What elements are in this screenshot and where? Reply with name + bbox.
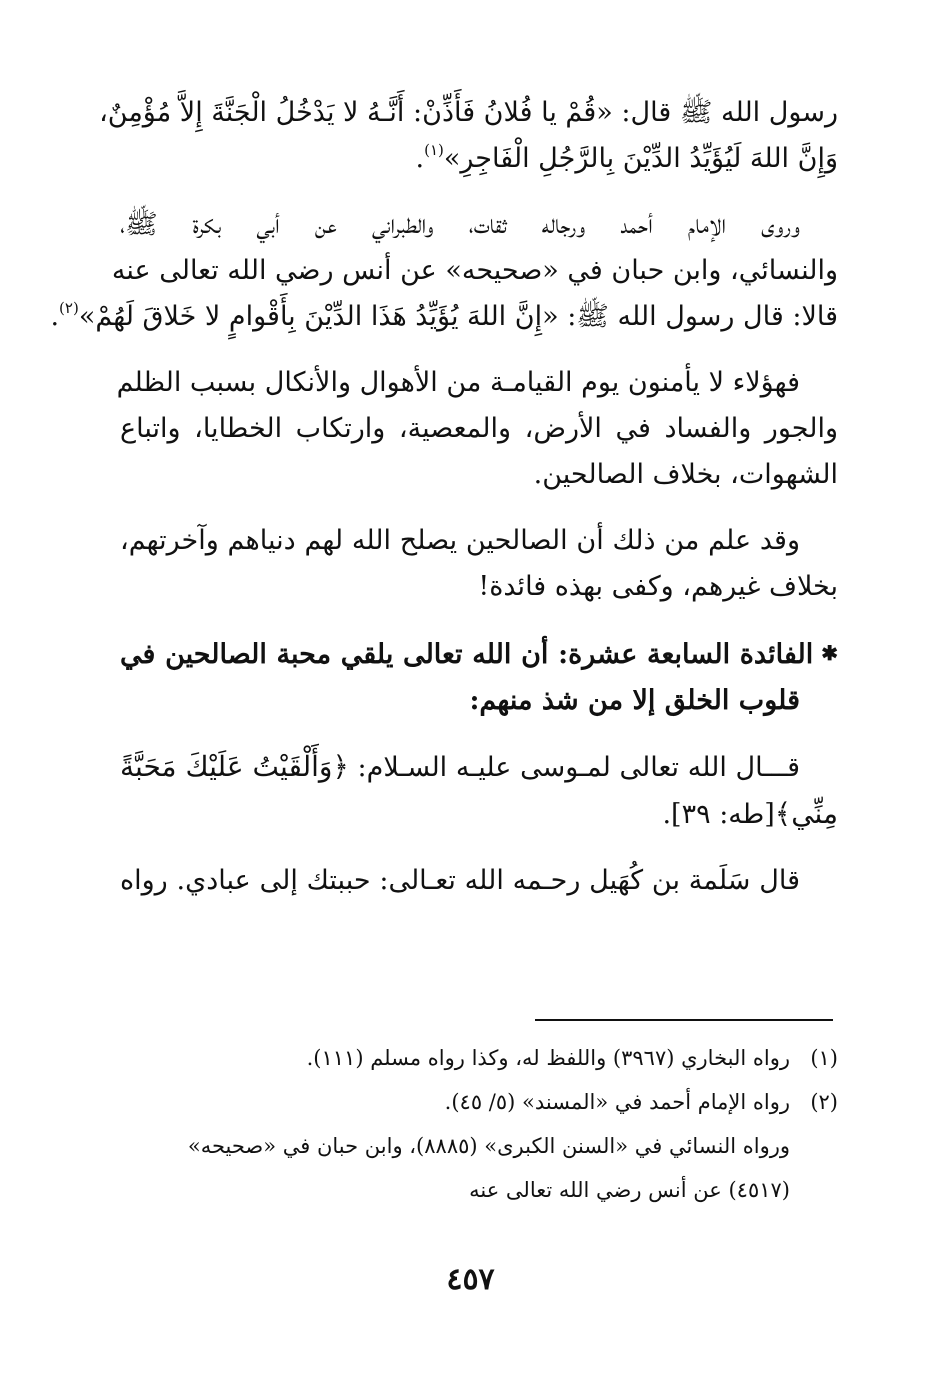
hadith-text: قالا: قال رسول الله ﷺ: «إِنَّ اللهَ يُؤَيِّدُ هَذَا الدِّيْنَ بِأَقْوامٍ لا خَلاقَ لَهُمْ» <box>78 301 838 332</box>
text-line: الشهوات، بخلاف الصالحين. <box>533 459 838 490</box>
verse-reference: [طه: ٣٩]. <box>662 799 775 830</box>
heading-text: الفائدة السابعة عشرة: أن الله تعالى يلقي محبة الصالحين في <box>120 639 814 670</box>
text-line: رسول الله ﷺ قال: «قُمْ يا فُلانُ فَأَذِّنْ: أَنَّـهُ لا يَدْخُلُ الْجَنَّةَ إِلاَّ مُؤْمِنٌ، <box>99 97 838 128</box>
quran-verse: مِنِّي﴾ <box>774 797 838 830</box>
text-line <box>120 791 838 838</box>
full-stop: . <box>415 143 425 174</box>
text-line: وروى الإمام أحمد ورجاله ثقات، والطبراني عن أبي بكرة ﷺ، <box>120 209 800 240</box>
text-line <box>120 744 838 791</box>
full-stop: . <box>50 301 60 332</box>
footnote-number: (٢) <box>810 1090 838 1114</box>
page-body <box>50 90 838 904</box>
paragraph-hadith-1 <box>99 90 838 182</box>
paragraph-quran-verse <box>120 744 838 838</box>
footnote-2 <box>120 1080 838 1124</box>
paragraph-salama <box>120 858 838 904</box>
hadith-text: وَإِنَّ اللهَ لَيُؤَيِّدُ الدِّيْنَ بِالرَّجُلِ الْفَاجِرِ» <box>443 143 838 174</box>
star-bullet-icon: ✱ <box>821 641 838 665</box>
footnotes <box>120 1036 838 1212</box>
footnote-separator <box>535 1019 833 1021</box>
text-line <box>120 136 838 182</box>
footnote-number: (١) <box>810 1046 838 1070</box>
verse-intro: قـــال الله تعالى لمـوسى عليـه السـلام: <box>348 752 800 783</box>
text-line: فهؤلاء لا يأمنون يوم القيامـة من الأهوال والأنكال بسبب الظلم <box>116 367 800 398</box>
quran-verse: ﴿وَأَلْقَيْتُ عَلَيْكَ مَحَبَّةً <box>120 750 349 783</box>
footnote-text: رواه البخاري (٣٩٦٧) واللفظ له، وكذا رواه مسلم (١١١). <box>306 1046 790 1070</box>
footnote-text: رواه الإمام أحمد في «المسند» (٥/ ٤٥). <box>444 1090 790 1114</box>
footnote-ref-1: (١) <box>424 141 444 159</box>
paragraph-commentary <box>116 360 838 498</box>
paragraph-narration <box>50 202 838 340</box>
footnote-2-continuation: ورواه النسائي في «السنن الكبرى» (٨٨٨٥)، وابن حبان في «صحيحه» <box>187 1134 790 1158</box>
page-number: ٤٥٧ <box>446 1262 495 1297</box>
footnote-ref-2: (٢) <box>59 299 79 317</box>
footnote-1 <box>120 1036 838 1080</box>
text-line: والنسائي، وابن حبان في «صحيحه» عن أنس رضي الله تعالى عنه <box>111 255 838 286</box>
heading-line: قلوب الخلق إلا من شذ منهم: <box>469 685 800 716</box>
footnote-2-continuation: (٤٥١٧) عن أنس رضي الله تعالى عنه <box>469 1178 790 1202</box>
text-line: والجور والفساد في الأرض، والمعصية، وارتكاب الخطايا، واتباع <box>120 413 838 444</box>
text-line: بخلاف غيرهم، وكفى بهذه فائدة! <box>478 571 838 602</box>
text-line: قال سَلَمة بن كُهَيل رحـمه الله تعـالى: حببتك إلى عبادي. رواه <box>120 865 800 896</box>
paragraph-conclusion <box>120 518 838 610</box>
heading-line <box>120 630 838 678</box>
text-line <box>50 294 838 340</box>
text-line: وقد علم من ذلك أن الصالحين يصلح الله لهم دنياهم وآخرتهم، <box>120 525 800 556</box>
section-heading <box>120 630 838 724</box>
